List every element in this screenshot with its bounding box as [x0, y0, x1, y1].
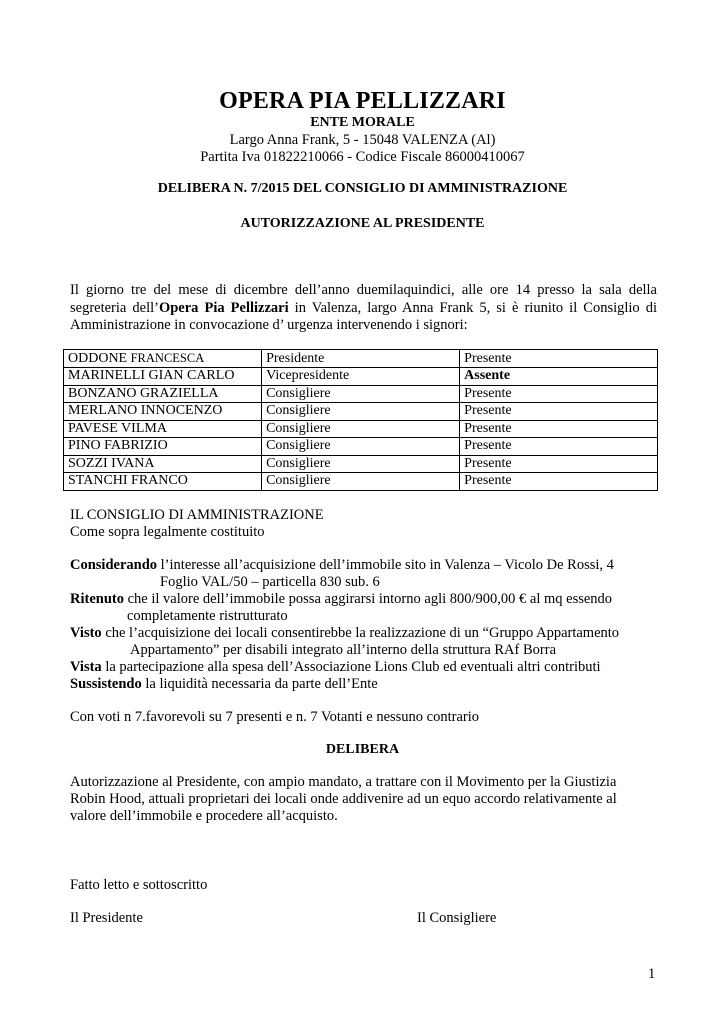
member-status: Presente: [460, 403, 658, 421]
resolution-text: Autorizzazione al Presidente, con ampio mandato, a trattare con il Movimento per la Giustizia Robin Hood, attuali proprietari dei locali onde addivenire ad un equo accordo relativamente al valore dell’immobile e procedere all’acquisto.: [70, 774, 617, 824]
intro-paragraph: [70, 282, 657, 335]
member-role: Vicepresidente: [262, 368, 460, 386]
council-subtitle: Come sopra legalmente costituito: [70, 524, 265, 540]
member-status: Presente: [460, 420, 658, 438]
member-status: Presente: [460, 473, 658, 491]
vista-text: la partecipazione alla spesa dell’Associazione Lions Club ed eventuali altri contributi: [101, 659, 601, 675]
organization-subtitle: ENTE MORALE: [310, 115, 415, 130]
signature-councillor: Il Consigliere: [417, 910, 497, 926]
ritenuto-line: [70, 591, 670, 608]
visto-continuation: Appartamento” per disabili integrato all’interno della struttura RAf Borra: [130, 642, 557, 658]
organization-address: Largo Anna Frank, 5 - 15048 VALENZA (Al): [229, 132, 496, 148]
member-row: [64, 350, 658, 368]
vista-keyword: Vista: [70, 659, 102, 675]
member-name: [64, 455, 262, 473]
members-table: [63, 349, 658, 491]
member-name-text: BONZANO GRAZIELLA: [68, 385, 219, 401]
member-name-small: FRANCESCA: [130, 351, 205, 365]
visto-line: [70, 625, 670, 642]
member-role: Consigliere: [262, 455, 460, 473]
member-name: [64, 385, 262, 403]
member-row: [64, 368, 658, 386]
organization-tax-info: Partita Iva 01822210066 - Codice Fiscale 86000410067: [200, 149, 525, 165]
considerando-continuation: Foglio VAL/50 – particella 830 sub. 6: [160, 574, 380, 590]
member-row: [64, 473, 658, 491]
member-name-text: PINO FABRIZIO: [68, 438, 168, 454]
ritenuto-text: che il valore dell’immobile possa aggirarsi intorno agli 800/900,00 € al mq essendo: [123, 591, 613, 607]
member-name: [64, 368, 262, 386]
member-name-text: STANCHI FRANCO: [68, 473, 188, 489]
visto-keyword: Visto: [70, 625, 102, 641]
member-status: Presente: [460, 385, 658, 403]
deliberation-number: DELIBERA N. 7/2015 DEL CONSIGLIO DI AMMINISTRAZIONE: [157, 181, 568, 196]
ritenuto-continuation: completamente ristrutturato: [127, 608, 288, 624]
member-row: [64, 385, 658, 403]
member-name: [64, 420, 262, 438]
member-role: Consigliere: [262, 403, 460, 421]
intro-text-2: in Valenza, largo Anna Frank 5, si è riunito il Consiglio di Amministrazione in convocazione d’ urgenza intervenendo i signori:: [70, 299, 657, 333]
member-status: Presente: [460, 350, 658, 368]
council-block: [70, 507, 670, 541]
organization-title: OPERA PIA PELLIZZARI: [219, 88, 506, 114]
considerando-text: l’interesse all’acquisizione dell’immobile sito in Valenza – Vicolo De Rossi, 4: [157, 557, 614, 573]
member-name: [64, 438, 262, 456]
intro-org-name: Opera Pia Pellizzari: [158, 299, 289, 316]
member-name-text: MERLANO INNOCENZO: [68, 403, 223, 419]
ritenuto-keyword: Ritenuto: [70, 591, 124, 607]
member-role: Consigliere: [262, 473, 460, 491]
member-row: [64, 403, 658, 421]
resolution-heading: DELIBERA: [325, 742, 400, 757]
vote-line: Con voti n 7.favorevoli su 7 presenti e n. 7 Votanti e nessuno contrario: [70, 709, 480, 725]
member-row: [64, 455, 658, 473]
council-heading: IL CONSIGLIO DI AMMINISTRAZIONE: [70, 507, 324, 523]
member-row: [64, 420, 658, 438]
member-role: Consigliere: [262, 385, 460, 403]
vista-line: [70, 659, 670, 676]
intro-text-1: Il giorno tre del mese di dicembre dell’anno duemilaquindici, alle ore 14 presso la sala della segreteria dell’: [70, 282, 657, 316]
member-status: Presente: [460, 438, 658, 456]
member-role: Consigliere: [262, 420, 460, 438]
member-name-text: MARINELLI GIAN CARLO: [68, 368, 235, 384]
deliberation-subject: AUTORIZZAZIONE AL PRESIDENTE: [240, 216, 485, 231]
member-status: Assente: [460, 368, 658, 386]
member-status: Presente: [460, 455, 658, 473]
considerando-line: [70, 557, 670, 574]
member-row: [64, 438, 658, 456]
member-name-text: ODDONE: [68, 351, 131, 366]
sussistendo-text: la liquidità necessaria da parte dell’Ente: [141, 676, 378, 692]
member-name: [64, 403, 262, 421]
member-role: Consigliere: [262, 438, 460, 456]
sussistendo-keyword: Sussistendo: [70, 676, 142, 692]
sussistendo-line: [70, 676, 670, 693]
member-name: [64, 473, 262, 491]
member-role: Presidente: [262, 350, 460, 368]
member-name-text: PAVESE VILMA: [68, 420, 167, 436]
signature-president: Il Presidente: [70, 910, 143, 926]
considerando-keyword: Considerando: [70, 557, 158, 573]
visto-text: che l’acquisizione dei locali consentirebbe la realizzazione di un “Gruppo Appartamento: [101, 625, 620, 641]
page-number: 1: [648, 966, 656, 982]
member-name: [64, 350, 262, 368]
closing-line: Fatto letto e sottoscritto: [70, 877, 208, 893]
member-name-text: SOZZI IVANA: [68, 455, 155, 471]
considerations-block: [70, 557, 670, 693]
